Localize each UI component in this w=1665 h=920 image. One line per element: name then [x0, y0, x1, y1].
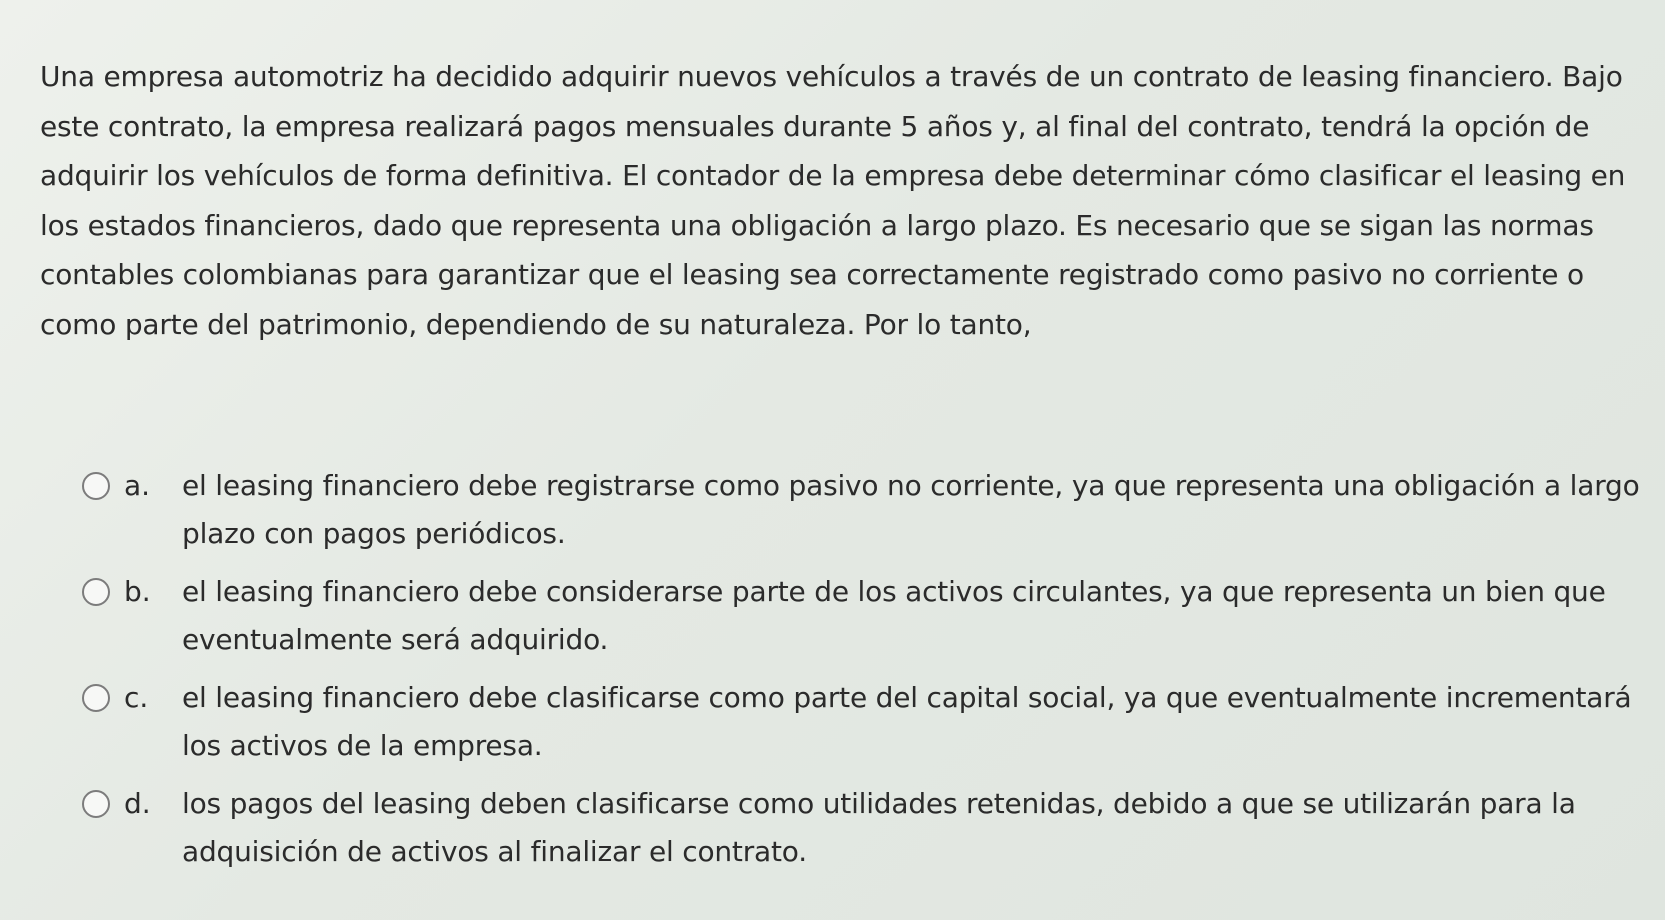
option-d-radio[interactable]: [82, 790, 110, 818]
option-c-radio[interactable]: [82, 684, 110, 712]
option-b[interactable]: [82, 568, 1642, 674]
option-b-text[interactable]: el leasing financiero debe considerarse parte de los activos circulantes, ya que representa un bien que eventualmente será adquirido.: [182, 575, 1606, 656]
option-a[interactable]: [82, 462, 1642, 568]
option-a-letter: a.: [124, 469, 151, 502]
option-d-text[interactable]: los pagos del leasing deben clasificarse como utilidades retenidas, debido a que se utilizarán para la adquisición de activos al finalizar el contrato.: [182, 787, 1576, 868]
option-a-radio[interactable]: [82, 472, 110, 500]
answer-options: [82, 462, 1642, 886]
question-text: Una empresa automotriz ha decidido adquirir nuevos vehículos a través de un contrato de leasing financiero. Bajo este contrato, la empresa realizará pagos mensuales durante 5 años y, al final del contrato, tendrá la opción de adquirir los vehículos de forma definitiva. El contador de la empresa debe determinar cómo clasificar el leasing en los estados financieros, dado que representa una obligación a largo plazo. Es necesario que se sigan las normas contables colombianas para garantizar que el leasing sea correctamente registrado como pasivo no corriente o como parte del patrimonio, dependiendo de su naturaleza. Por lo tanto,: [40, 60, 1626, 341]
option-b-radio[interactable]: [82, 578, 110, 606]
option-a-text[interactable]: el leasing financiero debe registrarse como pasivo no corriente, ya que representa una obligación a largo plazo con pagos periódicos.: [182, 469, 1640, 550]
option-b-letter: b.: [124, 575, 151, 608]
option-d-letter: d.: [124, 787, 151, 820]
option-d[interactable]: [82, 780, 1642, 886]
option-c-letter: c.: [124, 681, 149, 714]
option-c[interactable]: [82, 674, 1642, 780]
option-c-text[interactable]: el leasing financiero debe clasificarse como parte del capital social, ya que eventualmente incrementará los activos de la empresa.: [182, 681, 1632, 762]
